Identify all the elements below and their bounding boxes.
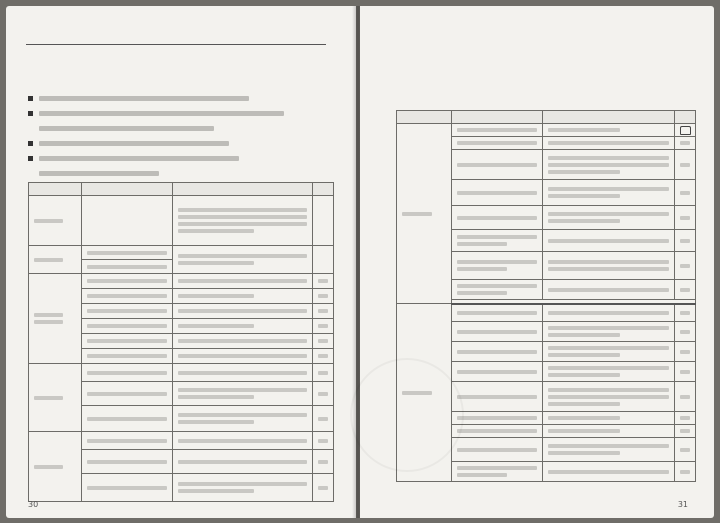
cause-cell — [82, 334, 173, 349]
table-row — [397, 124, 696, 137]
column-header — [82, 183, 173, 196]
check-cell — [452, 124, 543, 137]
table-row — [397, 304, 696, 322]
bullet-item — [28, 167, 328, 180]
solution-cell — [543, 230, 675, 252]
cause-cell — [82, 406, 173, 432]
solution-cell — [173, 349, 313, 364]
table-header-row — [29, 183, 334, 196]
page-ref-cell — [675, 137, 696, 150]
bullet-item — [28, 137, 328, 150]
page-ref-cell — [675, 362, 696, 382]
column-header — [29, 183, 82, 196]
table-row — [29, 364, 334, 382]
cause-cell — [82, 349, 173, 364]
cause-cell — [82, 432, 173, 450]
check-cell — [452, 382, 543, 412]
cause-cell — [82, 319, 173, 334]
page-ref-cell — [675, 230, 696, 252]
bullet-text — [39, 141, 229, 146]
solution-cell — [543, 252, 675, 280]
page-ref-cell — [313, 304, 334, 319]
page-ref-cell — [313, 432, 334, 450]
check-cell — [452, 438, 543, 462]
bullet-item — [28, 122, 328, 135]
troubleshooting-table-left — [28, 182, 334, 502]
solution-cell — [173, 319, 313, 334]
check-cell — [452, 304, 543, 322]
solution-cell — [543, 280, 675, 300]
solution-cell — [543, 425, 675, 438]
page-ref-cell — [675, 124, 696, 137]
cause-cell — [82, 474, 173, 502]
solution-cell — [543, 206, 675, 230]
cause-cell — [82, 382, 173, 406]
bullet-text — [39, 111, 284, 116]
page-ref-cell — [675, 462, 696, 482]
square-bullet-icon — [28, 96, 33, 101]
solution-cell — [543, 438, 675, 462]
solution-cell — [543, 304, 675, 322]
cause-cell — [82, 274, 173, 289]
solution-cell — [543, 180, 675, 206]
column-header — [452, 111, 543, 124]
cause-cell — [82, 260, 173, 274]
solution-cell — [543, 150, 675, 180]
page-ref-cell — [313, 319, 334, 334]
square-bullet-icon — [28, 111, 33, 116]
solution-cell — [543, 322, 675, 342]
check-cell — [452, 230, 543, 252]
page-ref-cell — [675, 252, 696, 280]
solution-cell — [173, 334, 313, 349]
cause-cell — [82, 289, 173, 304]
check-cell — [452, 322, 543, 342]
solution-cell — [173, 382, 313, 406]
page-ref-cell — [675, 304, 696, 322]
solution-cell — [543, 412, 675, 425]
check-cell — [452, 252, 543, 280]
solution-cell — [543, 382, 675, 412]
page-ref-cell — [313, 406, 334, 432]
check-cell — [452, 342, 543, 362]
page-ref-cell — [675, 425, 696, 438]
solution-cell — [173, 289, 313, 304]
notice-bullets — [28, 92, 328, 182]
cause-cell — [82, 246, 173, 260]
page-ref-cell — [313, 289, 334, 304]
page-ref-cell — [675, 280, 696, 300]
solution-cell — [173, 450, 313, 474]
bullet-text — [39, 96, 249, 101]
column-header — [543, 111, 675, 124]
check-cell — [452, 137, 543, 150]
check-cell — [452, 462, 543, 482]
page-ref-cell — [313, 196, 334, 246]
check-cell — [452, 362, 543, 382]
fault-cell — [29, 246, 82, 274]
bullet-text — [39, 156, 239, 161]
page-ref-cell — [313, 450, 334, 474]
fault-cell — [29, 274, 82, 364]
page-ref-cell — [675, 150, 696, 180]
table-row — [29, 196, 334, 246]
solution-cell — [543, 124, 675, 137]
page-number: 30 — [28, 500, 39, 509]
page-ref-cell — [313, 334, 334, 349]
column-header — [173, 183, 313, 196]
cause-cell — [82, 364, 173, 382]
page-ref-cell — [313, 274, 334, 289]
check-cell — [452, 412, 543, 425]
solution-cell — [543, 342, 675, 362]
page-number: 31 — [677, 500, 688, 509]
page-ref-cell — [675, 342, 696, 362]
table-row — [29, 246, 334, 260]
bullet-item — [28, 107, 328, 120]
page-ref-cell — [675, 180, 696, 206]
cause-cell — [82, 304, 173, 319]
page-ref-cell — [313, 382, 334, 406]
phone-icon — [680, 126, 691, 135]
solution-cell — [173, 474, 313, 502]
solution-cell — [173, 364, 313, 382]
page-ref-cell — [675, 322, 696, 342]
check-cell — [452, 150, 543, 180]
page-ref-cell — [313, 349, 334, 364]
column-header — [313, 183, 334, 196]
check-cell — [452, 280, 543, 300]
column-header — [675, 111, 696, 124]
table-row — [29, 432, 334, 450]
left-page — [6, 6, 356, 518]
page-ref-cell — [675, 382, 696, 412]
page-ref-cell — [313, 246, 334, 274]
square-bullet-icon — [28, 141, 33, 146]
fault-cell — [29, 432, 82, 502]
solution-cell — [543, 137, 675, 150]
solution-cell — [173, 432, 313, 450]
square-bullet-icon — [28, 156, 33, 161]
page-ref-cell — [675, 412, 696, 425]
check-cell — [452, 425, 543, 438]
title-rule — [26, 44, 326, 45]
cause-cell — [82, 450, 173, 474]
bullet-item — [28, 92, 328, 105]
solution-cell — [543, 462, 675, 482]
page-ref-cell — [313, 474, 334, 502]
page-ref-cell — [675, 438, 696, 462]
page-ref-cell — [675, 206, 696, 230]
table-row — [29, 274, 334, 289]
solution-cell — [173, 304, 313, 319]
bullet-text — [39, 126, 214, 131]
watermark-decoration — [350, 358, 464, 472]
cause-cell — [82, 196, 173, 246]
table-header-row — [397, 111, 696, 124]
solution-cell — [173, 246, 313, 274]
check-cell — [452, 180, 543, 206]
check-cell — [452, 206, 543, 230]
solution-cell — [173, 274, 313, 289]
fault-cell — [29, 364, 82, 432]
fault-cell — [397, 124, 452, 304]
bullet-text — [39, 171, 159, 176]
page-ref-cell — [313, 364, 334, 382]
solution-cell — [543, 362, 675, 382]
column-header — [397, 111, 452, 124]
solution-cell — [173, 196, 313, 246]
fault-cell — [29, 196, 82, 246]
bullet-item — [28, 152, 328, 165]
solution-cell — [173, 406, 313, 432]
